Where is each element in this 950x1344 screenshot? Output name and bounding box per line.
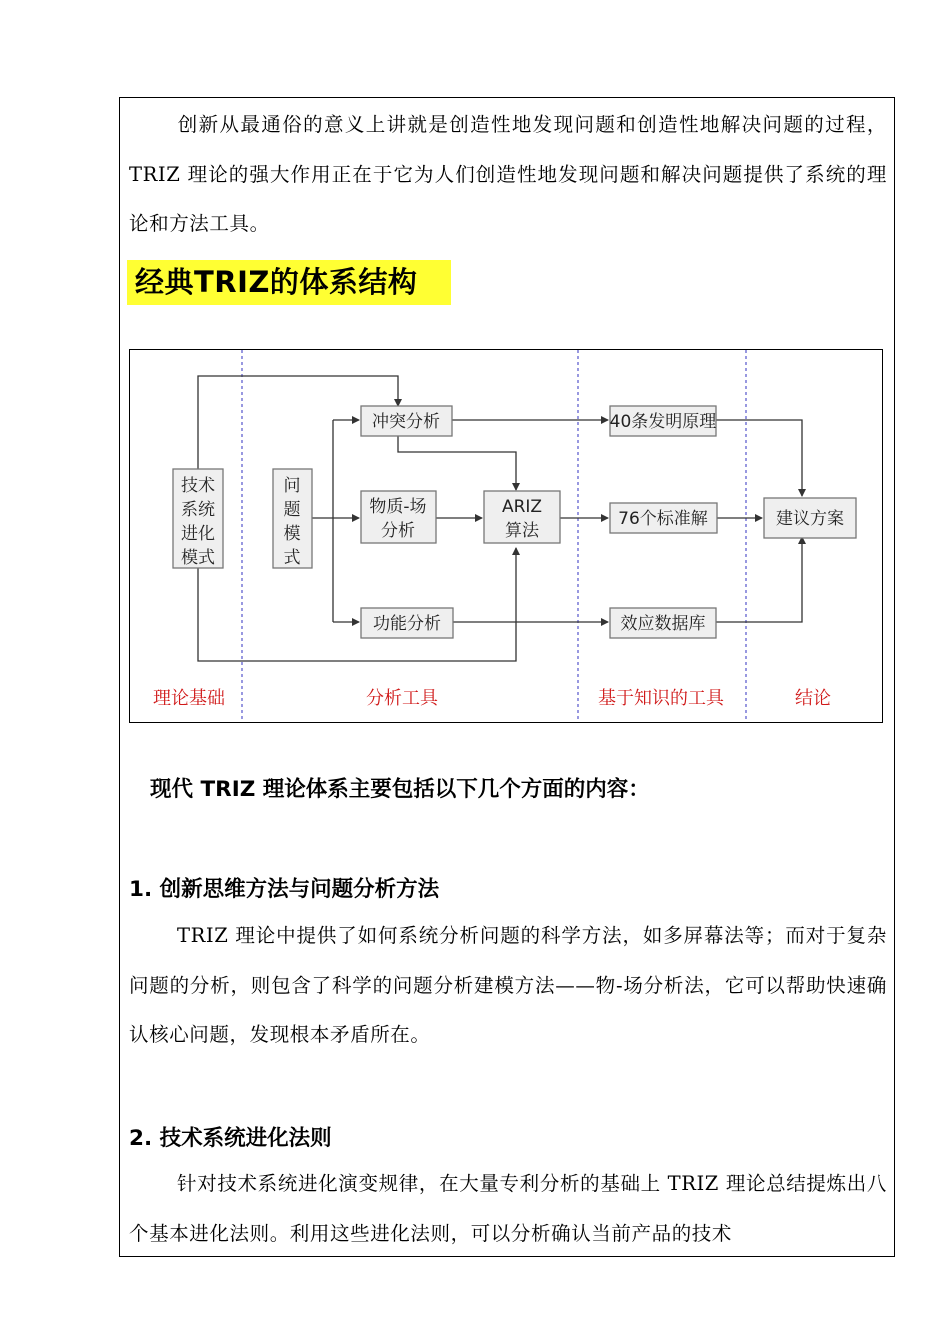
conflict-text: 冲突分析 xyxy=(372,412,440,432)
arrow-effects-solution xyxy=(716,537,802,622)
effects-text: 效应数据库 xyxy=(620,614,706,634)
column-label-knowledge: 基于知识的工具 xyxy=(598,688,724,709)
column-label-conclusion: 结论 xyxy=(795,688,831,709)
section1-body: TRIZ 理论中提供了如何系统分析问题的科学方法，如多屏幕法等；而对于复杂问题的分析，则包含了科学的问题分析建模方法——物-场分析法，它可以帮助快速确认核心问题，发现根本矛盾所在。 xyxy=(129,924,887,1046)
solution-text: 建议方案 xyxy=(776,509,844,529)
function-text: 功能分析 xyxy=(373,614,441,634)
triz-structure-diagram xyxy=(129,349,883,723)
evolution-text-1: 技术 xyxy=(181,476,215,496)
column-label-analysis: 分析工具 xyxy=(366,688,438,709)
intro-paragraph: 创新从最通俗的意义上讲就是创造性地发现问题和创造性地解决问题的过程，TRIZ 理论的强大作用正在于它为人们创造性地发现问题和解决问题提供了系统的理论和方法工具。 xyxy=(129,113,887,235)
problem-model-text-4: 式 xyxy=(283,548,301,568)
problem-model-text-3: 模 xyxy=(283,524,301,544)
principles-text: 40条发明原理 xyxy=(609,412,717,432)
arrow-conflict-ariz xyxy=(398,436,516,490)
highlighted-title: 经典TRIZ的体系结构 xyxy=(127,260,451,305)
problem-model-text-2: 题 xyxy=(283,500,301,520)
evolution-text-4: 模式 xyxy=(181,548,215,568)
column-label-theory: 理论基础 xyxy=(153,688,225,709)
sf-text-2: 分析 xyxy=(381,521,415,541)
ariz-text-1: ARIZ xyxy=(501,497,543,517)
problem-model-text-1: 问 xyxy=(283,476,301,496)
section2-body: 针对技术系统进化演变规律，在大量专利分析的基础上 TRIZ 理论总结提炼出八个基本进化法则。利用这些进化法则，可以分析确认当前产品的技术 xyxy=(129,1172,887,1245)
standard-text: 76个标准解 xyxy=(618,509,708,529)
sf-text-1: 物质-场 xyxy=(369,497,427,517)
arrow-principles-solution xyxy=(716,420,802,496)
ariz-text-2: 算法 xyxy=(505,521,539,541)
section2-heading: 2. 技术系统进化法则 xyxy=(129,1126,332,1151)
arrow-evolution-ariz xyxy=(198,548,516,661)
section-heading: 现代 TRIZ 理论体系主要包括以下几个方面的内容： xyxy=(150,777,650,802)
section1-heading: 1. 创新思维方法与问题分析方法 xyxy=(129,877,440,902)
evolution-text-2: 系统 xyxy=(181,500,215,520)
evolution-text-3: 进化 xyxy=(181,524,215,544)
